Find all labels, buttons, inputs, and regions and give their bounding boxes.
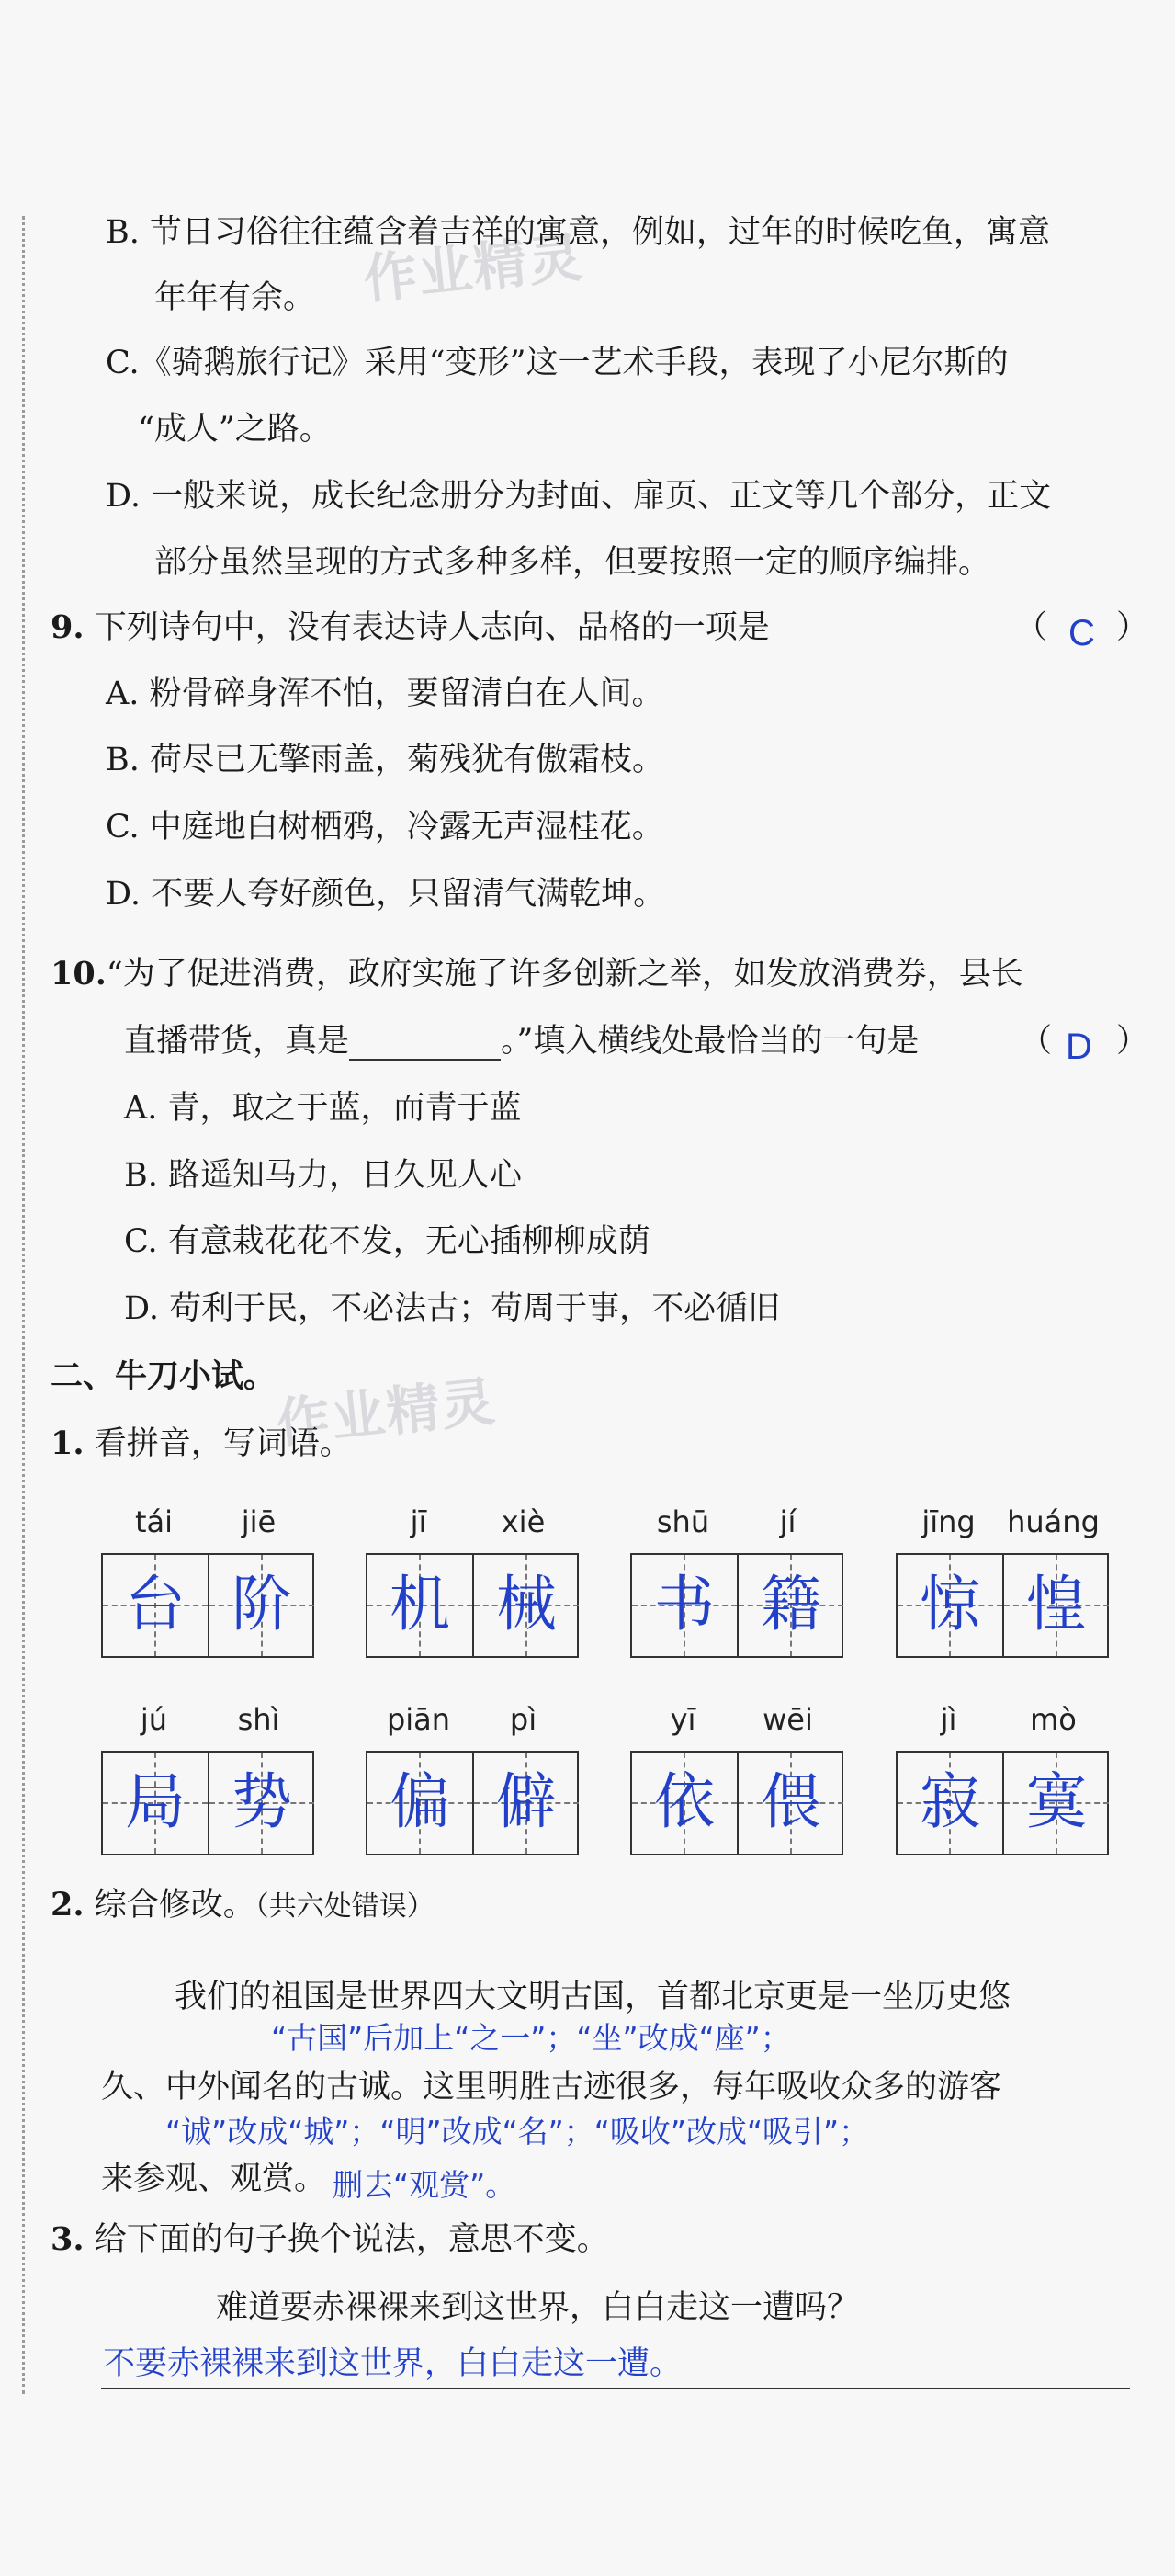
q8-option-d-line1: D. 一般来说，成长纪念册分为封面、扉页、正文等几个部分，正文 — [106, 478, 1052, 515]
written-character: 僻 — [496, 1766, 557, 1837]
q9-option-d: D. 不要人夸好颜色，只留清气满乾坤。 — [106, 876, 666, 913]
written-character: 依 — [654, 1766, 715, 1837]
word-grid — [896, 1553, 1109, 1658]
pinyin: mò — [1030, 1702, 1077, 1737]
pinyin: pì — [509, 1702, 537, 1737]
pinyin: jì — [940, 1702, 957, 1737]
q10-answer: D — [1066, 1027, 1092, 1067]
written-character: 籍 — [761, 1569, 821, 1640]
q9-paren-open: （ — [1015, 609, 1048, 646]
q8-option-c-line1: C.《骑鹅旅行记》采用“变形”这一艺术手段，表现了小尼尔斯的 — [106, 345, 1009, 381]
s2-q2-stem: 2. 综合修改。（共六处错误） — [51, 1886, 435, 1923]
watermark: 作业精灵 — [360, 225, 587, 312]
word-grid — [630, 1553, 843, 1658]
pinyin: jiē — [241, 1504, 277, 1539]
written-character: 偏 — [390, 1766, 450, 1837]
q9-option-b: B. 荷尽已无擎雨盖，菊残犹有傲霜枝。 — [106, 742, 664, 778]
s2-q3-stem: 3. 给下面的句子换个说法，意思不变。 — [51, 2220, 609, 2258]
written-character: 机 — [390, 1569, 450, 1640]
word-grid — [896, 1751, 1109, 1855]
pinyin: jí — [779, 1504, 797, 1539]
written-character: 势 — [232, 1766, 292, 1837]
written-character: 寂 — [920, 1766, 980, 1837]
written-character: 惶 — [1026, 1569, 1087, 1640]
written-character: 寞 — [1026, 1766, 1087, 1837]
q2-paragraph-line1: 我们的祖国是世界四大文明古国，首都北京更是一坐历史悠 — [175, 1979, 1011, 2015]
q10-paren-open: （ — [1020, 1023, 1053, 1060]
word-grid — [630, 1751, 843, 1855]
q8-option-c-line2: “成人”之路。 — [138, 411, 332, 448]
word-grid — [366, 1553, 579, 1658]
answer-line — [101, 2388, 1130, 2389]
q2-paragraph-line2: 久、中外闻名的古诚。这里明胜古迹很多，每年吸收众多的游客 — [101, 2069, 1002, 2105]
q9-option-c: C. 中庭地白树栖鸦，冷露无声湿桂花。 — [106, 809, 664, 845]
pinyin: huáng — [1007, 1504, 1100, 1539]
pinyin: jú — [140, 1702, 168, 1737]
q10-option-d: D. 苟利于民，不必法古；苟周于事，不必循旧 — [124, 1290, 781, 1327]
q8-option-d-line2: 部分虽然呈现的方式多种多样，但要按照一定的顺序编排。 — [154, 544, 991, 581]
q10-stem-line1: 10.“为了促进消费，政府实施了许多创新之举，如发放消费券，县长 — [51, 955, 1023, 993]
q9-paren-close: ） — [1116, 609, 1149, 646]
section-title: 二、牛刀小试。 — [51, 1357, 277, 1395]
q2-paragraph-line3: 来参观、观赏。 — [101, 2161, 327, 2197]
s2-q1-stem: 1. 看拼音，写词语。 — [51, 1424, 352, 1462]
q2-correction-2: “诚”改成“城”；“明”改成“名”；“吸收”改成“吸引”； — [165, 2114, 870, 2150]
q9-answer: C — [1068, 613, 1095, 653]
written-character: 偎 — [761, 1766, 821, 1837]
pinyin: jī — [410, 1504, 427, 1539]
fill-blank — [349, 1027, 501, 1061]
pinyin: piān — [386, 1702, 451, 1737]
word-grid — [101, 1553, 314, 1658]
pinyin: jīng — [921, 1504, 976, 1539]
q10-option-c: C. 有意栽花花不发，无心插柳柳成荫 — [124, 1223, 650, 1260]
q10-option-b: B. 路遥知马力，日久见人心 — [124, 1157, 522, 1194]
pinyin: shì — [237, 1702, 280, 1737]
written-character: 书 — [654, 1569, 715, 1640]
q8-option-b-line2: 年年有余。 — [154, 279, 316, 316]
q10-option-a: A. 青，取之于蓝，而青于蓝 — [124, 1090, 522, 1127]
pinyin: yī — [670, 1702, 696, 1737]
pinyin: wēi — [763, 1702, 813, 1737]
q2-correction-3: 删去“观赏”。 — [333, 2167, 516, 2203]
pinyin: xiè — [501, 1504, 546, 1539]
written-character: 械 — [496, 1569, 557, 1640]
pinyin: shū — [656, 1504, 710, 1539]
written-character: 惊 — [920, 1569, 980, 1640]
margin-dotted-line — [22, 216, 25, 2394]
q8-option-b-line1: B. 节日习俗往往蕴含着吉祥的寓意，例如，过年的时候吃鱼，寓意 — [106, 214, 1051, 251]
q10-paren-close: ） — [1116, 1023, 1149, 1060]
q2-correction-1: “古国”后加上“之一”；“坐”改成“座”； — [271, 2020, 791, 2056]
q10-stem-line2: 直播带货，真是 。”填入横线处最恰当的一句是 — [124, 1023, 920, 1060]
q9-option-a: A. 粉骨碎身浑不怕，要留清白在人间。 — [106, 675, 664, 712]
q3-sentence: 难道要赤裸裸来到这世界，白白走这一遭吗？ — [216, 2289, 860, 2326]
word-grid — [366, 1751, 579, 1855]
written-character: 局 — [125, 1766, 186, 1837]
word-grid — [101, 1751, 314, 1855]
written-character: 阶 — [232, 1569, 292, 1640]
pinyin: tái — [134, 1504, 174, 1539]
q9-stem: 9. 下列诗句中，没有表达诗人志向、品格的一项是 — [51, 608, 770, 646]
watermark: 作业精灵 — [273, 1369, 500, 1456]
written-character: 台 — [125, 1569, 186, 1640]
q3-answer: 不要赤裸裸来到这世界，白白走这一遭。 — [103, 2345, 683, 2382]
